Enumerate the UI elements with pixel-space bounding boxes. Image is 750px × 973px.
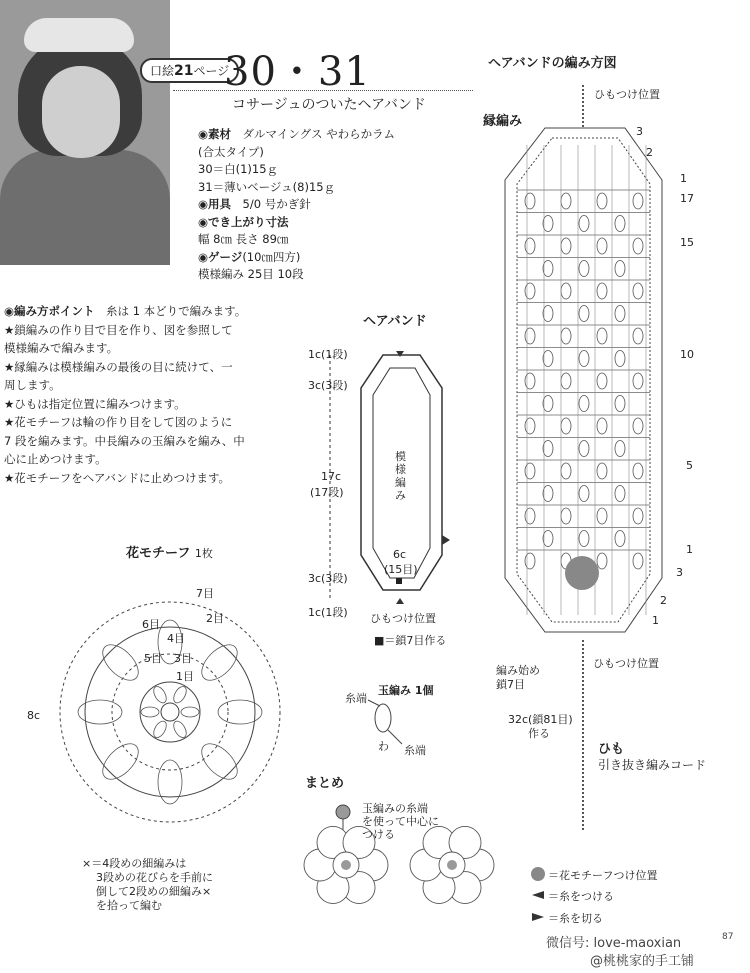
side-arrow-icon (442, 535, 450, 545)
petal (96, 638, 144, 686)
bobble-stitch (633, 283, 643, 299)
motif-round-3: 3目 (174, 652, 192, 665)
row-num: 17 (680, 192, 694, 205)
chain-mark-icon (396, 578, 402, 584)
materials-block: ◉素材 ダルマイングス やわらかラム (合太タイプ) 30＝白(1)15ｇ 31＝薄いベージュ(8)15ｇ ◉用具 5/0 号かぎ針 ◉でき上がり寸法 幅 8㎝ 長さ 89㎝ ◉ゲージ(10㎝四方) 模様編み 25目 10段 (198, 127, 396, 281)
watermark-line-2: @桃桃家的手工铺 (590, 954, 695, 969)
motif-size: 8c (27, 709, 41, 722)
bobble-stitch (525, 373, 535, 389)
bobble-ring: わ (378, 740, 389, 753)
petal (195, 638, 243, 686)
page-title: 30・31 (224, 49, 371, 95)
label-string-pos: ひもつけ位置 (370, 612, 436, 625)
label-taper-bottom: 3c(3段) (308, 572, 348, 585)
bottom-arrow-icon (396, 598, 404, 604)
bobble-stitch (543, 486, 553, 502)
watermark-line-1: 微信号: love-maoxian (546, 936, 682, 951)
label-width-rows: (15目) (384, 563, 418, 576)
motif-note-4: を拾って編む (96, 899, 162, 912)
petal (195, 737, 243, 785)
bobble-stitch (633, 553, 643, 569)
bobble-stitch (633, 238, 643, 254)
bobble-stitch (525, 283, 535, 299)
legend-attach: ＝糸をつける (548, 890, 614, 903)
bobble-stitch (525, 328, 535, 344)
row-num: 3 (636, 125, 643, 138)
motif-round-1: 1目 (176, 670, 194, 683)
row-num: 1 (652, 614, 659, 627)
bobble-stitch (615, 351, 625, 367)
chart-border-label: 縁編み (483, 114, 523, 129)
label-chain-note: ■＝鎖7目作る (374, 634, 447, 647)
label-bottom-rows: 1c(1段) (308, 606, 348, 619)
bobble-stitch (525, 508, 535, 524)
headband-title: ヘアバンド (363, 314, 427, 329)
chart-title: ヘアバンドの編み方図 (488, 56, 617, 71)
bobble-stitch (543, 351, 553, 367)
motif-petals (78, 620, 262, 804)
motif-note-2: 3段めの花びらを手前に (96, 871, 213, 884)
page-subtitle: コサージュのついたヘアバンド (232, 97, 426, 113)
bobble-stitch (597, 508, 607, 524)
bobble-stitch (615, 396, 625, 412)
chart-string-pos-top: ひもつけ位置 (594, 88, 660, 101)
bobble-stitch (579, 351, 589, 367)
bobble-stitch (579, 441, 589, 457)
bobble-stitch (543, 216, 553, 232)
row-num: 3 (676, 566, 683, 579)
assembly-note-1: 玉編みの糸端 (362, 802, 428, 815)
bobble-stitch (597, 328, 607, 344)
cord-desc: 引き抜き編みコード (598, 758, 707, 772)
bobble-stitch (615, 216, 625, 232)
row-num: 5 (686, 459, 693, 472)
row-num: 1 (686, 543, 693, 556)
inner-petal (151, 719, 169, 740)
bobble-stitch (633, 463, 643, 479)
chart-start-chain: 鎖7目 (496, 678, 525, 691)
cord-make: 作る (528, 727, 550, 740)
instruction-points: ◉編み方ポイント 糸は 1 本どりで編みます。 ★鎖編みの作り目で目を作り、図を参照して 模様編みで編みます。 ★縁編みは模様編みの最後の目に続けて、一 周します。 ★ひもは指定位置に編みつけます。 ★花モチーフは輪の作り目をして図のように 7 段を編みます。中長編みの玉編みを編み、中 心に止めつけます。 ★花モチーフをヘアバンドに止めつけます。 (4, 304, 247, 485)
bobble-stitch (633, 328, 643, 344)
row-num: 15 (680, 236, 694, 249)
stitch-chart-rows (517, 145, 650, 615)
motif-note-1: ×＝4段めの細編みは (82, 857, 187, 870)
cord-title: ひも (598, 742, 625, 757)
bobble-stitch (579, 261, 589, 277)
motif-round-5: 5目 (144, 652, 162, 665)
bobble-stitch (561, 418, 571, 434)
bobble-stitch (579, 531, 589, 547)
bobble-stitch (597, 463, 607, 479)
row-num: 2 (646, 146, 653, 159)
bobble-stitch (543, 531, 553, 547)
top-arrow-icon (396, 351, 404, 357)
label-taper-top: 3c(3段) (308, 379, 348, 392)
motif-round-4: 4目 (167, 632, 185, 645)
bobble-yarn-end-bottom: 糸端 (404, 744, 426, 757)
cord-count: 32c(鎖81目) (508, 713, 573, 726)
chart-start-label: 編み始め (496, 664, 540, 677)
motif-round-2: 2目 (206, 612, 224, 625)
bobble-stitch (561, 283, 571, 299)
bobble-stitch (525, 418, 535, 434)
bobble-stitch (597, 553, 607, 569)
bobble-stitch (561, 193, 571, 209)
legend-cut: ＝糸を切る (548, 912, 603, 925)
bobble-stitch (543, 441, 553, 457)
bobble-title: 玉編み 1個 (378, 684, 434, 697)
bobble-stitch (561, 373, 571, 389)
bobble-stitch (561, 328, 571, 344)
bobble-stitch (561, 463, 571, 479)
bobble-stitch (561, 238, 571, 254)
legend-cut-icon (532, 913, 544, 921)
bobble-stitch (597, 283, 607, 299)
assembly-note-3: つける (362, 828, 395, 841)
petal (96, 737, 144, 785)
bobble-stitch (579, 216, 589, 232)
label-top-rows: 1c(1段) (308, 348, 348, 361)
assembly-title: まとめ (305, 776, 345, 791)
assembly-petals (304, 826, 494, 903)
label-body-c: 17c (321, 470, 342, 483)
bobble-stitch (597, 193, 607, 209)
motif-round-7: 7目 (196, 587, 214, 600)
bobble-stitch (597, 418, 607, 434)
bobble-stitch (579, 306, 589, 322)
bobble-stitch (633, 418, 643, 434)
legend-attach-icon (532, 891, 544, 899)
bobble-stitch (579, 396, 589, 412)
bobble-stitch (543, 306, 553, 322)
bobble-stitch (543, 396, 553, 412)
inner-petal (151, 684, 169, 705)
legend-motif: ＝花モチーフつけ位置 (548, 869, 658, 882)
chart-string-pos-bottom: ひもつけ位置 (593, 657, 659, 670)
legend-motif-icon (531, 867, 545, 881)
row-num: 10 (680, 348, 694, 361)
motif-position-marker (565, 556, 599, 590)
inner-petal (181, 707, 199, 717)
row-num: 1 (680, 172, 687, 185)
bobble-stitch (597, 238, 607, 254)
bobble-stitch (525, 553, 535, 569)
flower-bobble (447, 860, 457, 870)
bobble-stitch (615, 531, 625, 547)
label-width-c: 6c (393, 548, 407, 561)
bobble-stitch (525, 238, 535, 254)
bobble-stitch (597, 373, 607, 389)
bobble-stitch (615, 261, 625, 277)
bobble-stitch (615, 441, 625, 457)
bobble-stitch (525, 193, 535, 209)
bobble-yarn-end-top: 糸端 (345, 692, 367, 705)
bobble-stitch (633, 373, 643, 389)
motif-note-3: 倒して2段めの細編み× (96, 885, 212, 898)
page-number: 87 (722, 932, 734, 942)
motif-round-6: 6目 (142, 618, 160, 631)
bobble-stitch (633, 508, 643, 524)
reference-badge: 口絵21ページ (140, 58, 239, 83)
inner-petal (141, 707, 159, 717)
flower-bobble (341, 860, 351, 870)
bobble-stitch (561, 508, 571, 524)
motif-title: 花モチーフ 1枚 (126, 546, 213, 561)
bobble-stitch (615, 486, 625, 502)
bobble-stitch (615, 306, 625, 322)
bobble-stitch (543, 261, 553, 277)
bobble-stitch (633, 193, 643, 209)
bobble-stitch (579, 486, 589, 502)
inner-petal (171, 684, 189, 705)
row-num: 2 (660, 594, 667, 607)
label-pattern: 模様編み (395, 450, 406, 502)
bobble-stitch (525, 463, 535, 479)
assembly-note-2: を使って中心に (362, 815, 439, 828)
inner-petal (171, 719, 189, 740)
label-body-rows: (17段) (310, 486, 344, 499)
